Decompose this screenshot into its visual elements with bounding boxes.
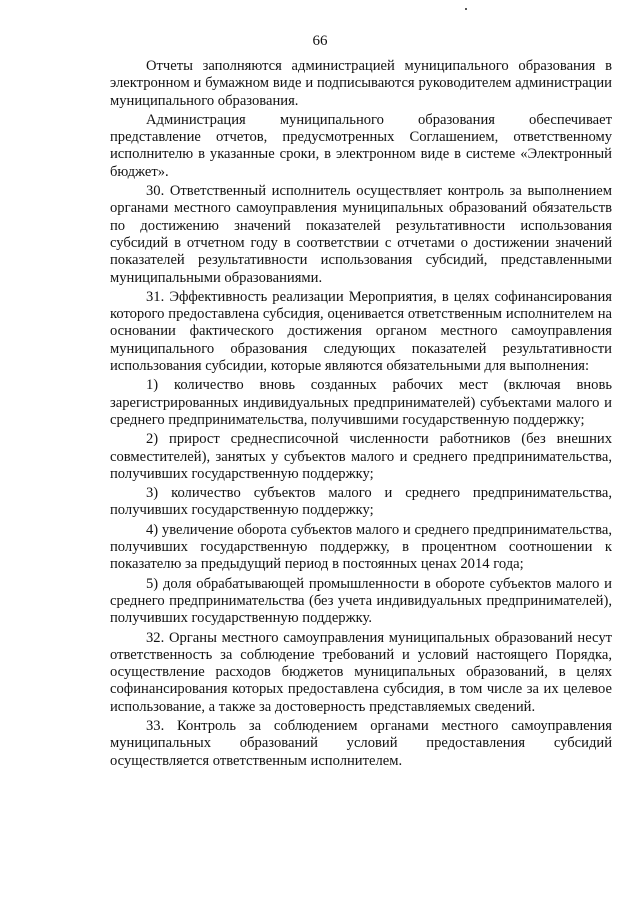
list-item-3-smb-count: 3) количество субъектов малого и среднего предпринимательства, получивших государственную поддержку;	[110, 485, 612, 519]
paragraph-administration-reports: Администрация муниципального образования обеспечивает представление отчетов, предусмотренных Соглашением, ответственному исполнителю в указанные сроки, в электронном виде в системе «Электронный бюджет».	[110, 111, 612, 180]
document-body	[110, 58, 612, 770]
list-item-5-manufacturing-share: 5) доля обрабатывающей промышленности в обороте субъектов малого и среднего предпринимательства (без учета индивидуальных предпринимателей), получивших государственную поддержку.	[110, 575, 612, 627]
page-number: 66	[312, 33, 328, 49]
list-item-1-new-jobs: 1) количество вновь созданных рабочих мест (включая вновь зарегистрированных индивидуальных предпринимателей) субъектами малого и среднего предпринимательства, получившими государственную поддержку;	[110, 377, 612, 428]
paragraph-report-filling: Отчеты заполняются администрацией муниципального образования в электронном и бумажном виде и подписываются руководителем администрации муниципального образования.	[110, 58, 612, 109]
paragraph-33-oversight: 33. Контроль за соблюдением органами местного самоуправления муниципальных образований условий предоставления субсидий осуществляется ответственным исполнителем.	[110, 717, 612, 769]
list-item-4-turnover-increase: 4) увеличение оборота субъектов малого и среднего предпринимательства, получивших государственную поддержку, в процентном соотношении к показателю за предыдущий период в постоянных ценах 2014 года;	[110, 521, 612, 573]
paragraph-30-control: 30. Ответственный исполнитель осуществляет контроль за выполнением органами местного самоуправления муниципальных образований обязательств по достижению значений показателей результативности использования субсидий в отчетном году в соответствии с отчетами о достижении значений показателей результативности использования субсидий, представленными муниципальными образованиями.	[110, 183, 612, 286]
list-item-2-employee-growth: 2) прирост среднесписочной численности работников (без внешних совместителей), занятых у субъектов малого и среднего предпринимательства, получивших государственную поддержку;	[110, 431, 612, 482]
paragraph-31-efficiency: 31. Эффективность реализации Мероприятия, в целях софинансирования которого предоставлена субсидия, оценивается ответственным исполнителем на основании фактического достижения органом местного самоуправления муниципального образования следующих показателей результативности использования субсидии, которые являются обязательными для выполнения:	[110, 288, 612, 375]
paragraph-32-responsibility: 32. Органы местного самоуправления муниципальных образований несут ответственность за соблюдение требований и условий настоящего Порядка, осуществление расходов бюджетов муниципальных образований, в целях софинансирования которых предоставлена субсидия, в том числе за их целевое использование, а также за достоверность представляемых сведений.	[110, 629, 612, 715]
scan-speck	[465, 8, 467, 10]
